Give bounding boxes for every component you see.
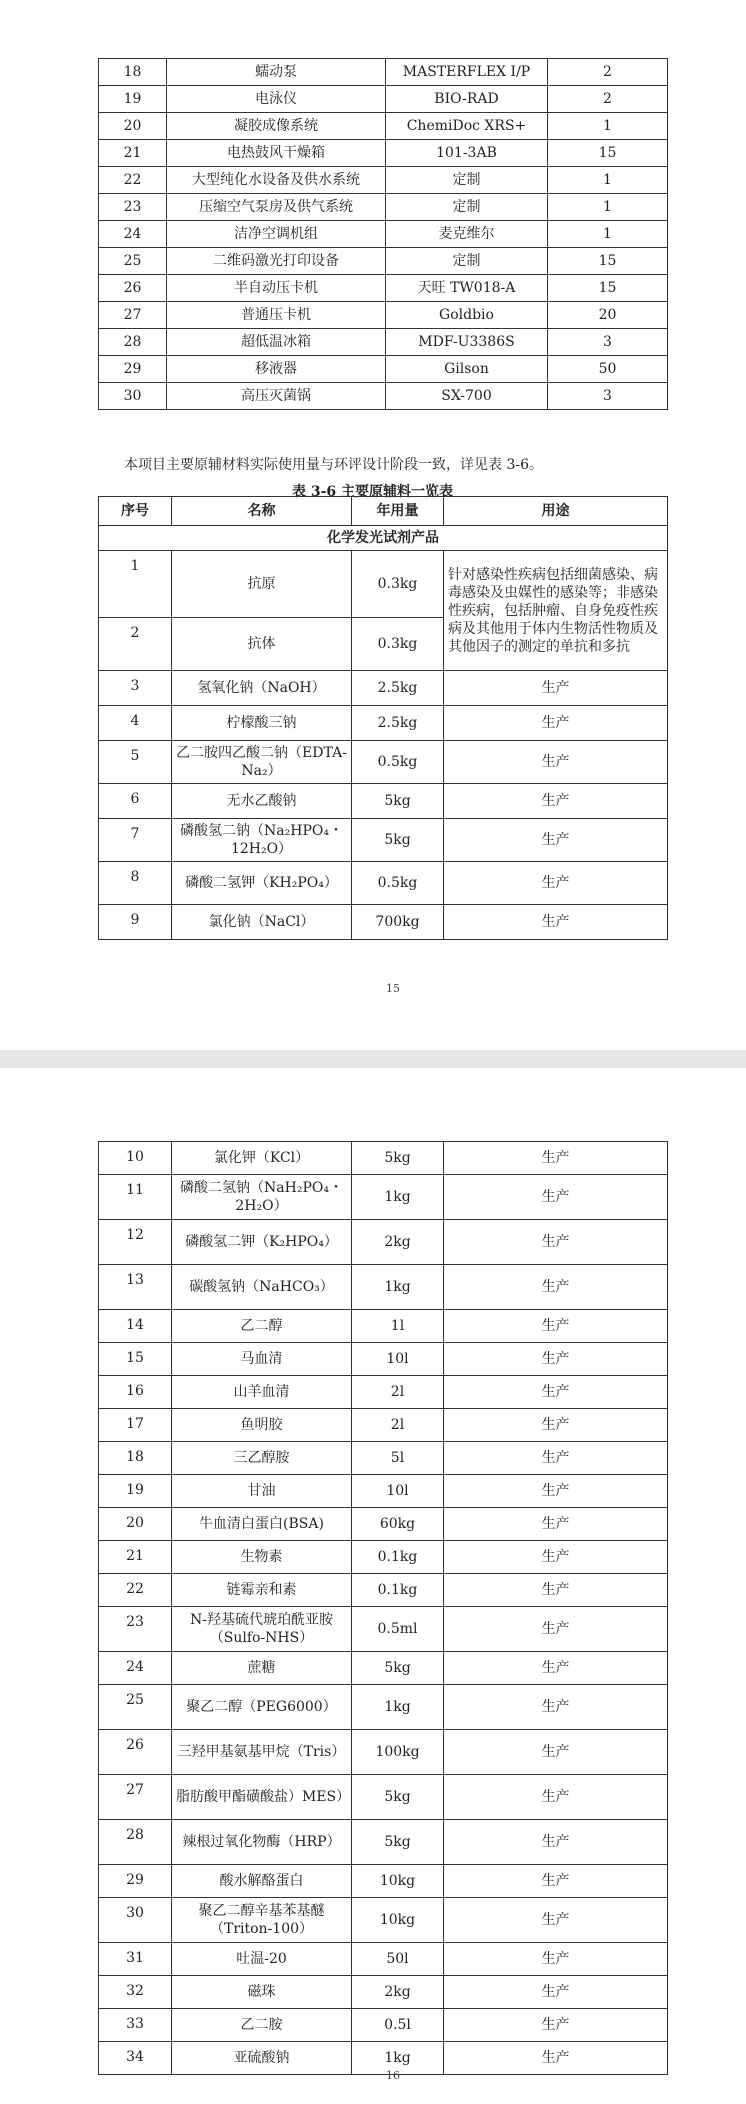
- row-qty: 2: [548, 86, 668, 113]
- row-name: 酸水解酪蛋白: [172, 1865, 352, 1898]
- row-no: 25: [99, 248, 167, 275]
- table-row: [99, 905, 668, 940]
- row-qty: 1: [548, 113, 668, 140]
- row-no: 34: [99, 2042, 172, 2075]
- table-row: [99, 1475, 668, 1508]
- row-amount: 1kg: [352, 1175, 444, 1220]
- row-model: 101-3AB: [386, 140, 548, 167]
- row-amount: 100kg: [352, 1730, 444, 1775]
- row-amount: 5l: [352, 1442, 444, 1475]
- row-name: 氢氧化钠（NaOH）: [172, 671, 352, 706]
- row-name: 山羊血清: [172, 1376, 352, 1409]
- row-name: 磷酸氢二钠（Na₂HPO₄・12H₂O）: [172, 819, 352, 862]
- header-no: 序号: [99, 497, 172, 526]
- row-usage: 生产: [444, 1685, 668, 1730]
- row-name: 二维码激光打印设备: [167, 248, 386, 275]
- row-no: 16: [99, 1376, 172, 1409]
- row-qty: 1: [548, 167, 668, 194]
- row-name: 氯化钠（NaCl）: [172, 905, 352, 940]
- row-name: 压缩空气泵房及供气系统: [167, 194, 386, 221]
- row-no: 7: [99, 819, 172, 862]
- row-name: 甘油: [172, 1475, 352, 1508]
- row-usage: 针对感染性疾病包括细菌感染、病毒感染及虫媒性的感染等；非感染性疾病，包括肿瘤、自身免疫性疾病及其他用于体内生物活性物质及其他因子的测定的单抗和多抗: [444, 551, 668, 671]
- row-no: 14: [99, 1310, 172, 1343]
- row-name: 磷酸二氢钠（NaH₂PO₄・2H₂O）: [172, 1175, 352, 1220]
- row-no: 26: [99, 275, 167, 302]
- row-usage: 生产: [444, 1730, 668, 1775]
- row-amount: 10kg: [352, 1865, 444, 1898]
- table-row: [99, 1541, 668, 1574]
- document-page-15: [0, 0, 746, 1050]
- table-row: [99, 1409, 668, 1442]
- row-amount: 10kg: [352, 1898, 444, 1943]
- row-amount: 5kg: [352, 1652, 444, 1685]
- row-amount: 0.5ml: [352, 1607, 444, 1652]
- row-name: 普通压卡机: [167, 302, 386, 329]
- row-amount: 2.5kg: [352, 671, 444, 706]
- row-usage: 生产: [444, 1652, 668, 1685]
- row-name: 聚乙二醇辛基苯基醚（Triton-100）: [172, 1898, 352, 1943]
- row-model: 麦克维尔: [386, 221, 548, 248]
- row-no: 30: [99, 383, 167, 410]
- row-model: MDF-U3386S: [386, 329, 548, 356]
- row-no: 22: [99, 167, 167, 194]
- row-name: 亚硫酸钠: [172, 2042, 352, 2075]
- row-name: 马血清: [172, 1343, 352, 1376]
- row-no: 29: [99, 1865, 172, 1898]
- header-usage: 用途: [444, 497, 668, 526]
- row-usage: 生产: [444, 1574, 668, 1607]
- row-model: BIO-RAD: [386, 86, 548, 113]
- row-no: 19: [99, 1475, 172, 1508]
- row-name: 移液器: [167, 356, 386, 383]
- row-usage: 生产: [444, 1442, 668, 1475]
- table-row: [99, 1574, 668, 1607]
- row-amount: 2kg: [352, 1976, 444, 2009]
- table-row: [99, 1976, 668, 2009]
- row-amount: 0.5kg: [352, 862, 444, 905]
- table-row: [99, 1865, 668, 1898]
- row-usage: 生产: [444, 1142, 668, 1175]
- table-row: [99, 1508, 668, 1541]
- row-model: MASTERFLEX I/P: [386, 59, 548, 86]
- row-name: 磁珠: [172, 1976, 352, 2009]
- row-name: 脂肪酸甲酯磺酸盐）MES）: [172, 1775, 352, 1820]
- row-amount: 10l: [352, 1475, 444, 1508]
- row-no: 21: [99, 1541, 172, 1574]
- table-row: [99, 1142, 668, 1175]
- table-row: [99, 1376, 668, 1409]
- row-no: 28: [99, 329, 167, 356]
- row-usage: 生产: [444, 1943, 668, 1976]
- row-name: 半自动压卡机: [167, 275, 386, 302]
- table-row: [99, 356, 668, 383]
- row-name: 抗体: [172, 618, 352, 671]
- table-row: [99, 1820, 668, 1865]
- row-amount: 1kg: [352, 1265, 444, 1310]
- row-name: 乙二胺四乙酸二钠（EDTA-Na₂）: [172, 741, 352, 784]
- row-model: 天旺 TW018-A: [386, 275, 548, 302]
- row-name: 牛血清白蛋白(BSA): [172, 1508, 352, 1541]
- row-no: 20: [99, 1508, 172, 1541]
- table-caption: 表 3-6 主要原辅料一览表: [292, 484, 454, 500]
- table-row: [99, 275, 668, 302]
- table-row: [99, 1343, 668, 1376]
- page-separator: [0, 1050, 746, 1068]
- row-name: 聚乙二醇（PEG6000）: [172, 1685, 352, 1730]
- row-usage: 生产: [444, 1775, 668, 1820]
- row-qty: 1: [548, 194, 668, 221]
- row-name: 电热鼓风干燥箱: [167, 140, 386, 167]
- row-no: 13: [99, 1265, 172, 1310]
- row-no: 24: [99, 221, 167, 248]
- row-usage: 生产: [444, 1976, 668, 2009]
- table-row: [99, 1265, 668, 1310]
- row-qty: 2: [548, 59, 668, 86]
- row-no: 10: [99, 1142, 172, 1175]
- table-row: [99, 671, 668, 706]
- row-amount: 1l: [352, 1310, 444, 1343]
- row-name: 碳酸氢钠（NaHCO₃）: [172, 1265, 352, 1310]
- table-row: [99, 329, 668, 356]
- row-qty: 3: [548, 383, 668, 410]
- table-row: [99, 1730, 668, 1775]
- table-row: [99, 1607, 668, 1652]
- row-amount: 2l: [352, 1376, 444, 1409]
- row-usage: 生产: [444, 1343, 668, 1376]
- row-no: 29: [99, 356, 167, 383]
- header-name: 名称: [172, 497, 352, 526]
- materials-table-part1: [98, 496, 668, 940]
- row-name: 生物素: [172, 1541, 352, 1574]
- row-model: SX-700: [386, 383, 548, 410]
- row-amount: 2l: [352, 1409, 444, 1442]
- row-no: 19: [99, 86, 167, 113]
- row-qty: 1: [548, 221, 668, 248]
- table-row: [99, 706, 668, 741]
- table-row: [99, 248, 668, 275]
- table-row: [99, 1175, 668, 1220]
- row-usage: 生产: [444, 1265, 668, 1310]
- row-amount: 2.5kg: [352, 706, 444, 741]
- row-usage: 生产: [444, 1310, 668, 1343]
- row-usage: 生产: [444, 671, 668, 706]
- row-usage: 生产: [444, 1607, 668, 1652]
- row-no: 12: [99, 1220, 172, 1265]
- row-usage: 生产: [444, 1508, 668, 1541]
- row-model: Gilson: [386, 356, 548, 383]
- row-no: 21: [99, 140, 167, 167]
- table-row: [99, 86, 668, 113]
- row-usage: 生产: [444, 1820, 668, 1865]
- row-usage: 生产: [444, 2042, 668, 2075]
- table-row: [99, 862, 668, 905]
- row-usage: 生产: [444, 2009, 668, 2042]
- row-amount: 60kg: [352, 1508, 444, 1541]
- row-model: 定制: [386, 194, 548, 221]
- row-qty: 15: [548, 140, 668, 167]
- row-usage: 生产: [444, 1541, 668, 1574]
- table-row: [99, 1220, 668, 1265]
- table-row: [99, 784, 668, 819]
- row-name: 乙二醇: [172, 1310, 352, 1343]
- table-row: [99, 551, 668, 618]
- row-usage: 生产: [444, 741, 668, 784]
- row-amount: 0.3kg: [352, 551, 444, 618]
- row-usage: 生产: [444, 1865, 668, 1898]
- table-row: [99, 221, 668, 248]
- row-no: 26: [99, 1730, 172, 1775]
- row-no: 33: [99, 2009, 172, 2042]
- row-name: 抗原: [172, 551, 352, 618]
- row-no: 20: [99, 113, 167, 140]
- document-page-16: [0, 1068, 746, 2104]
- row-usage: 生产: [444, 1898, 668, 1943]
- row-usage: 生产: [444, 706, 668, 741]
- row-name: 辣根过氧化物酶（HRP）: [172, 1820, 352, 1865]
- row-amount: 50l: [352, 1943, 444, 1976]
- materials-table-part2: [98, 1141, 668, 2075]
- row-name: 无水乙酸钠: [172, 784, 352, 819]
- row-name: 蠕动泵: [167, 59, 386, 86]
- row-no: 11: [99, 1175, 172, 1220]
- row-no: 17: [99, 1409, 172, 1442]
- row-name: 氯化钾（KCl）: [172, 1142, 352, 1175]
- row-model: 定制: [386, 248, 548, 275]
- section-title: 化学发光试剂产品: [99, 526, 668, 551]
- intro-paragraph: 本项目主要原辅材料实际使用量与环评设计阶段一致，详见表 3-6。: [124, 457, 543, 473]
- row-no: 23: [99, 194, 167, 221]
- equipment-table: [98, 58, 668, 410]
- row-no: 32: [99, 1976, 172, 2009]
- row-amount: 2kg: [352, 1220, 444, 1265]
- row-no: 25: [99, 1685, 172, 1730]
- row-amount: 0.5l: [352, 2009, 444, 2042]
- row-name: 超低温冰箱: [167, 329, 386, 356]
- row-amount: 5kg: [352, 1142, 444, 1175]
- row-usage: 生产: [444, 1175, 668, 1220]
- row-usage: 生产: [444, 1409, 668, 1442]
- row-amount: 0.1kg: [352, 1541, 444, 1574]
- row-usage: 生产: [444, 1376, 668, 1409]
- row-no: 18: [99, 1442, 172, 1475]
- table-row: [99, 167, 668, 194]
- table-row: [99, 140, 668, 167]
- row-no: 27: [99, 302, 167, 329]
- row-no: 15: [99, 1343, 172, 1376]
- row-amount: 0.3kg: [352, 618, 444, 671]
- row-no: 28: [99, 1820, 172, 1865]
- header-amount: 年用量: [352, 497, 444, 526]
- row-name: 乙二胺: [172, 2009, 352, 2042]
- row-name: 三羟甲基氨基甲烷（Tris）: [172, 1730, 352, 1775]
- row-no: 27: [99, 1775, 172, 1820]
- row-qty: 50: [548, 356, 668, 383]
- row-amount: 0.5kg: [352, 741, 444, 784]
- row-usage: 生产: [444, 784, 668, 819]
- table-row: [99, 1775, 668, 1820]
- page-number: 16: [386, 2069, 400, 2082]
- row-no: 31: [99, 1943, 172, 1976]
- row-amount: 5kg: [352, 1775, 444, 1820]
- row-usage: 生产: [444, 1475, 668, 1508]
- row-no: 4: [99, 706, 172, 741]
- row-amount: 1kg: [352, 2042, 444, 2075]
- row-name: 高压灭菌锅: [167, 383, 386, 410]
- row-qty: 15: [548, 275, 668, 302]
- row-no: 23: [99, 1607, 172, 1652]
- table-row: [99, 383, 668, 410]
- row-name: 洁净空调机组: [167, 221, 386, 248]
- row-no: 30: [99, 1898, 172, 1943]
- row-no: 22: [99, 1574, 172, 1607]
- row-name: 蔗糖: [172, 1652, 352, 1685]
- table-row: [99, 1685, 668, 1730]
- row-amount: 0.1kg: [352, 1574, 444, 1607]
- row-name: 凝胶成像系统: [167, 113, 386, 140]
- row-name: 链霉亲和素: [172, 1574, 352, 1607]
- table-row: [99, 59, 668, 86]
- row-name: 大型纯化水设备及供水系统: [167, 167, 386, 194]
- row-name: 磷酸氢二钾（K₂HPO₄）: [172, 1220, 352, 1265]
- row-name: 鱼明胶: [172, 1409, 352, 1442]
- row-amount: 10l: [352, 1343, 444, 1376]
- row-name: 磷酸二氢钾（KH₂PO₄）: [172, 862, 352, 905]
- row-no: 9: [99, 905, 172, 940]
- row-no: 5: [99, 741, 172, 784]
- table-row: [99, 194, 668, 221]
- page-number: 15: [386, 982, 400, 995]
- row-no: 1: [99, 551, 172, 618]
- row-name: 三乙醇胺: [172, 1442, 352, 1475]
- row-no: 8: [99, 862, 172, 905]
- row-model: ChemiDoc XRS+: [386, 113, 548, 140]
- row-no: 18: [99, 59, 167, 86]
- row-name: N-羟基硫代琥珀酰亚胺（Sulfo-NHS）: [172, 1607, 352, 1652]
- row-model: Goldbio: [386, 302, 548, 329]
- table-row: [99, 2009, 668, 2042]
- table-row: [99, 1310, 668, 1343]
- row-usage: 生产: [444, 862, 668, 905]
- row-qty: 15: [548, 248, 668, 275]
- row-amount: 5kg: [352, 784, 444, 819]
- table-row: [99, 1898, 668, 1943]
- row-name: 电泳仪: [167, 86, 386, 113]
- row-qty: 20: [548, 302, 668, 329]
- table-row: [99, 1442, 668, 1475]
- table-row: [99, 1652, 668, 1685]
- row-usage: 生产: [444, 905, 668, 940]
- table-row: [99, 741, 668, 784]
- row-no: 2: [99, 618, 172, 671]
- table-row: [99, 302, 668, 329]
- row-amount: 5kg: [352, 819, 444, 862]
- table-row: [99, 2042, 668, 2075]
- row-no: 3: [99, 671, 172, 706]
- row-amount: 1kg: [352, 1685, 444, 1730]
- row-no: 6: [99, 784, 172, 819]
- row-no: 24: [99, 1652, 172, 1685]
- row-usage: 生产: [444, 1220, 668, 1265]
- row-name: 吐温-20: [172, 1943, 352, 1976]
- row-qty: 3: [548, 329, 668, 356]
- table-row: [99, 1943, 668, 1976]
- row-amount: 5kg: [352, 1820, 444, 1865]
- row-usage: 生产: [444, 819, 668, 862]
- table-row: [99, 819, 668, 862]
- row-amount: 700kg: [352, 905, 444, 940]
- table-row: [99, 113, 668, 140]
- row-name: 柠檬酸三钠: [172, 706, 352, 741]
- row-model: 定制: [386, 167, 548, 194]
